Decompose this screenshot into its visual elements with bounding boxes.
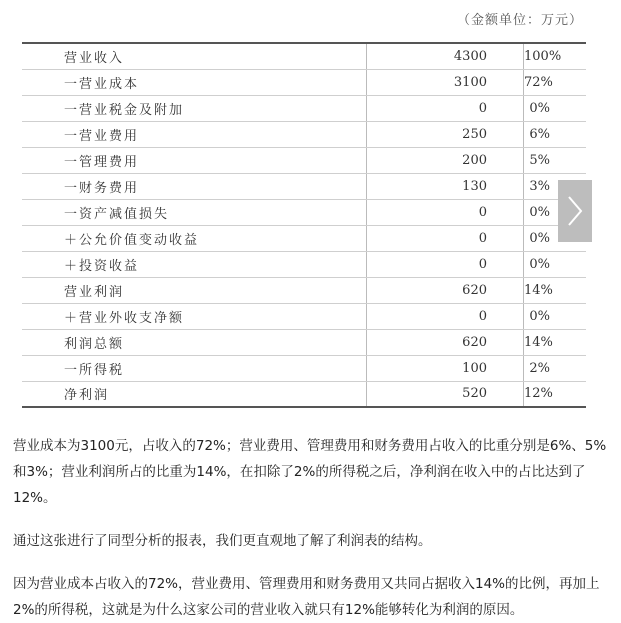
table-row bbox=[22, 277, 586, 303]
row-amount: 520 bbox=[367, 381, 524, 407]
row-name: 一营业成本 bbox=[22, 69, 367, 95]
row-name: ＋投资收益 bbox=[22, 251, 367, 277]
row-percent: 0% bbox=[524, 95, 587, 121]
table-row bbox=[22, 225, 586, 251]
row-name: 一所得税 bbox=[22, 355, 367, 381]
row-percent: 0% bbox=[524, 303, 587, 329]
row-name: 一管理费用 bbox=[22, 147, 367, 173]
row-percent: 0% bbox=[524, 225, 587, 251]
row-amount: 0 bbox=[367, 303, 524, 329]
row-percent: 14% bbox=[524, 277, 587, 303]
row-amount: 0 bbox=[367, 225, 524, 251]
row-amount: 100 bbox=[367, 355, 524, 381]
row-name: 一营业费用 bbox=[22, 121, 367, 147]
row-amount: 0 bbox=[367, 251, 524, 277]
row-amount: 620 bbox=[367, 329, 524, 355]
row-percent: 2% bbox=[524, 355, 587, 381]
row-name: 营业收入 bbox=[22, 43, 367, 69]
paragraph-1: 营业成本为3100元，占收入的72%；营业费用、管理费用和财务费用占收入的比重分别是6%、5%和3%；营业利润所占的比重为14%，在扣除了2%的所得税之后，净利润在收入中的占比达到了12%。 bbox=[13, 438, 607, 506]
row-amount: 4300 bbox=[367, 43, 524, 69]
table-row bbox=[22, 355, 586, 381]
table-row bbox=[22, 251, 586, 277]
table-row bbox=[22, 121, 586, 147]
table-row bbox=[22, 147, 586, 173]
row-amount: 0 bbox=[367, 199, 524, 225]
row-name: 一财务费用 bbox=[22, 173, 367, 199]
row-name: ＋营业外收支净额 bbox=[22, 303, 367, 329]
next-image-button[interactable] bbox=[558, 180, 592, 242]
table-row bbox=[22, 199, 586, 225]
unit-note: （金额单位：万元） bbox=[456, 13, 583, 28]
row-name: 一资产减值损失 bbox=[22, 199, 367, 225]
table-row bbox=[22, 329, 586, 355]
row-percent: 100% bbox=[524, 43, 587, 69]
row-percent: 5% bbox=[524, 147, 587, 173]
row-amount: 3100 bbox=[367, 69, 524, 95]
table-row bbox=[22, 381, 586, 407]
table-row bbox=[22, 303, 586, 329]
row-percent: 72% bbox=[524, 69, 587, 95]
row-percent: 12% bbox=[524, 381, 587, 407]
paragraph-2: 通过这张进行了同型分析的报表，我们更直观地了解了利润表的结构。 bbox=[13, 533, 432, 549]
chevron-right-icon bbox=[566, 195, 584, 227]
row-name: 利润总额 bbox=[22, 329, 367, 355]
row-name: 净利润 bbox=[64, 388, 110, 404]
row-percent: 0% bbox=[524, 199, 587, 225]
row-name: ＋公允价值变动收益 bbox=[22, 225, 367, 251]
row-amount: 250 bbox=[367, 121, 524, 147]
row-amount: 0 bbox=[367, 95, 524, 121]
row-amount: 620 bbox=[367, 277, 524, 303]
row-amount: 200 bbox=[367, 147, 524, 173]
table-row bbox=[22, 173, 586, 199]
table-row bbox=[22, 95, 586, 121]
table-row bbox=[22, 69, 586, 95]
row-name: 营业利润 bbox=[22, 277, 367, 303]
table-row bbox=[22, 43, 586, 69]
row-amount: 130 bbox=[367, 173, 524, 199]
paragraph-3: 因为营业成本占收入的72%，营业费用、管理费用和财务费用又共同占据收入14%的比例，再加上2%的所得税，这就是为什么这家公司的营业收入就只有12%能够转化为利润的原因。 bbox=[13, 576, 600, 618]
row-percent: 0% bbox=[524, 251, 587, 277]
income-statement-table bbox=[22, 42, 586, 408]
row-name: 一营业税金及附加 bbox=[22, 95, 367, 121]
row-percent: 3% bbox=[524, 173, 587, 199]
row-percent: 14% bbox=[524, 329, 587, 355]
row-percent: 6% bbox=[524, 121, 587, 147]
